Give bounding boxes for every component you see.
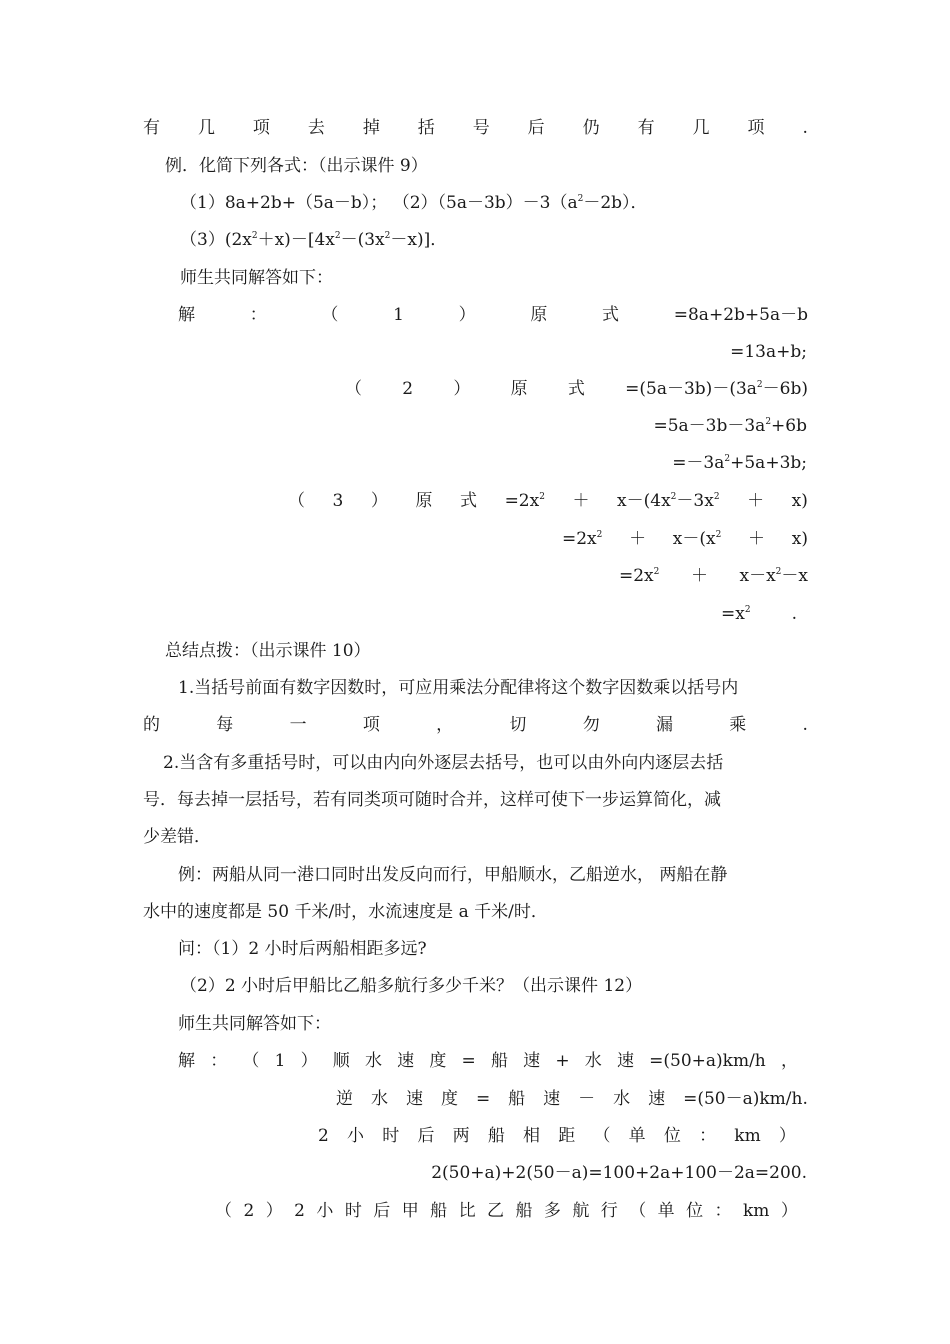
text-token: ，: [780, 1051, 798, 1071]
text-token: 位: [663, 1126, 681, 1146]
text-token: 解: [178, 305, 195, 325]
text-token: 漏: [655, 715, 673, 735]
example2-solution-line2: [336, 1088, 808, 1110]
text-token: 单: [628, 1126, 646, 1146]
solution1-line2: =13a+b;: [730, 342, 807, 362]
intro-line: [143, 117, 808, 139]
example2-question1: 问：（1）2 小时后两船相距多远?: [178, 939, 427, 959]
text-token: km: [734, 1126, 761, 1146]
text-token: 括: [417, 118, 435, 138]
text-token: 有: [143, 118, 160, 138]
text-token: 小: [316, 1201, 334, 1221]
text-token: 两: [452, 1126, 470, 1146]
text-token: 顺: [332, 1051, 350, 1071]
text-token: 式: [460, 491, 478, 511]
text-token: =(50－a)km/h.: [683, 1089, 808, 1109]
text-token: ＋: [629, 529, 647, 549]
text-token: 2: [318, 1126, 329, 1146]
text-token: （: [593, 1126, 611, 1146]
text-token: ＋: [690, 566, 708, 586]
text-token: 的: [143, 715, 160, 735]
text-token: －: [578, 1089, 596, 1109]
text-token: 项: [747, 118, 765, 138]
solution1-line1: [178, 304, 808, 326]
text-token: ＋: [572, 491, 590, 511]
text-token: 乘: [729, 715, 747, 735]
text-token: +: [555, 1051, 570, 1071]
text-token: （: [242, 1051, 260, 1071]
text-token: 单: [657, 1201, 675, 1221]
example2-solution-line4: 2(50+a)+2(50－a)=100+2a+100－2a=200.: [431, 1163, 807, 1183]
text-token: 行: [600, 1201, 618, 1221]
text-token: 速: [523, 1051, 541, 1071]
text-token: km: [742, 1201, 770, 1221]
text-token: 逆: [336, 1089, 353, 1109]
text-token: 时: [344, 1201, 362, 1221]
text-token: =: [461, 1051, 476, 1071]
text-token: 项: [252, 118, 270, 138]
text-token: 船: [487, 1126, 505, 1146]
text-token: 船: [515, 1201, 533, 1221]
text-token: （: [288, 491, 305, 511]
text-token: 度: [440, 1089, 458, 1109]
text-token: 速: [648, 1089, 666, 1109]
text-token: ：: [714, 1201, 732, 1221]
text-token: 仍: [582, 118, 600, 138]
example1-problems-1-2: （1）8a+2b+（5a－b）； $(2)(5a-3b)-3(a^2-2b)$．: [180, 193, 648, 213]
solution3-line2: [562, 528, 808, 550]
text-token: 2: [294, 1201, 305, 1221]
text-token: 后: [527, 118, 545, 138]
text-token: ）: [453, 379, 471, 399]
text-token: 时: [382, 1126, 400, 1146]
solution2-line3: $=-3a^2+5a+3b$;: [672, 453, 807, 473]
text-token: 位: [686, 1201, 704, 1221]
summary-point2-line2: 号．每去掉一层括号，若有同类项可随时合并，这样可使下一步运算简化，减: [143, 790, 721, 810]
text-token: 1: [274, 1051, 286, 1071]
text-token: 水: [613, 1089, 631, 1109]
text-token: 速: [616, 1051, 634, 1071]
text-token: 原: [530, 305, 548, 325]
solution3-line3: [619, 565, 808, 587]
text-token: 度: [429, 1051, 447, 1071]
summary-point2-line1: 2.当含有多重括号时，可以由内向外逐层去括号，也可以由外向内逐层去括: [163, 753, 724, 773]
example1-heading: 例．化简下列各式：（出示课件 9）: [165, 156, 428, 176]
example2-text-line1: 例：两船从同一港口同时出发反向而行，甲船顺水，乙船逆水， 两船在静: [178, 865, 728, 885]
text-token: 每: [216, 715, 234, 735]
text-token: ）: [300, 1051, 318, 1071]
text-token: ）: [780, 1201, 798, 1221]
text-token: 速: [543, 1089, 561, 1109]
text-token: 多: [543, 1201, 561, 1221]
example2-solution-line3: [318, 1125, 796, 1147]
text-token: 水: [364, 1051, 382, 1071]
example2-together: 师生共同解答如下：: [178, 1014, 331, 1034]
text-token: 船: [430, 1201, 448, 1221]
text-token: 后: [417, 1126, 435, 1146]
text-token: 航: [572, 1201, 590, 1221]
text-token: 小: [347, 1126, 365, 1146]
example2-part2-line: [215, 1200, 798, 1222]
text-token: 船: [508, 1089, 526, 1109]
text-token: 相: [523, 1126, 541, 1146]
text-token: =: [475, 1089, 491, 1109]
text-token: 式: [602, 305, 620, 325]
text-token: 水: [584, 1051, 602, 1071]
text-token: 船: [490, 1051, 508, 1071]
example2-question2: （2）2 小时后甲船比乙船多航行多少千米？（出示课件 12）: [180, 976, 643, 996]
example1-together: 师生共同解答如下：: [180, 268, 333, 288]
text-token: 解: [178, 1051, 195, 1071]
text-token: 几: [197, 118, 215, 138]
text-token: 原: [415, 491, 433, 511]
text-token: （: [215, 1201, 232, 1221]
text-token: 项: [362, 715, 380, 735]
example2-text-line2: 水中的速度都是 50 千米/时，水流速度是 a 千米/时．: [143, 902, 548, 922]
text-token: ）: [778, 1126, 796, 1146]
solution3-line1: [288, 490, 808, 512]
text-token: x): [791, 529, 808, 549]
text-token: $=2x^2$: [562, 529, 603, 549]
text-token: x): [791, 491, 808, 511]
text-token: 距: [558, 1126, 576, 1146]
text-token: ）: [370, 491, 388, 511]
text-token: ，: [436, 715, 454, 735]
summary-point1-line1: 1.当括号前面有数字因数时，可应用乘法分配律将这个数字因数乘以括号内: [178, 678, 739, 698]
text-token: 去: [307, 118, 325, 138]
text-token: ：: [699, 1126, 717, 1146]
example2-solution-line1: [178, 1050, 798, 1072]
text-token: .: [791, 604, 797, 624]
text-token: .: [802, 118, 808, 138]
text-token: 有: [637, 118, 655, 138]
text-token: 2: [243, 1201, 255, 1221]
text-token: 速: [397, 1051, 415, 1071]
text-token: ＋: [747, 491, 765, 511]
text-token: ＋: [748, 529, 766, 549]
text-token: （: [345, 379, 362, 399]
text-token: 速: [405, 1089, 423, 1109]
text-token: 号: [472, 118, 490, 138]
text-token: 3: [332, 491, 344, 511]
text-token: ：: [210, 1051, 228, 1071]
text-token: 原: [510, 379, 528, 399]
text-token: 甲: [401, 1201, 419, 1221]
text-token: 掉: [362, 118, 380, 138]
text-token: $=2x^2$: [619, 566, 660, 586]
summary-point1-line2: [143, 714, 808, 736]
text-token: .: [802, 715, 808, 735]
text-token: $x-(x^2$: [672, 529, 722, 549]
text-token: 一: [289, 715, 307, 735]
text-token: （: [629, 1201, 647, 1221]
text-token: 几: [692, 118, 710, 138]
text-token: $x-x^2-x$: [739, 566, 808, 586]
text-token: 式: [567, 379, 585, 399]
text-token: 1: [393, 305, 404, 325]
text-token: 比: [458, 1201, 476, 1221]
text-token: （: [321, 305, 339, 325]
text-token: $=(5a-3b)-(3a^2-6b)$: [625, 379, 808, 399]
text-token: 乙: [487, 1201, 505, 1221]
example1-problem-3: $(3)(2x^2+x)-[4x^2-(3x^2-x)]$．: [180, 230, 448, 250]
text-token: $=2x^2$: [504, 491, 545, 511]
text-token: =8a+2b+5a－b: [673, 305, 808, 325]
text-token: 水: [370, 1089, 388, 1109]
text-token: 勿: [582, 715, 600, 735]
text-token: 后: [373, 1201, 391, 1221]
summary-heading: 总结点拨：（出示课件 10）: [165, 641, 371, 661]
text-token: =(50+a)km/h: [649, 1051, 766, 1071]
text-token: ：: [249, 305, 267, 325]
text-token: ）: [265, 1201, 283, 1221]
text-token: 2: [402, 379, 414, 399]
solution3-line4: [721, 603, 797, 625]
text-token: $=x^2$: [721, 604, 751, 624]
summary-point2-line3: 少差错．: [143, 827, 211, 847]
text-token: 切: [509, 715, 527, 735]
text-token: ）: [458, 305, 476, 325]
text-token: $x-(4x^2-3x^2$: [617, 491, 720, 511]
solution2-line1: [345, 378, 808, 400]
solution2-line2: $=5a-3b-3a^2+6b$: [653, 416, 807, 436]
